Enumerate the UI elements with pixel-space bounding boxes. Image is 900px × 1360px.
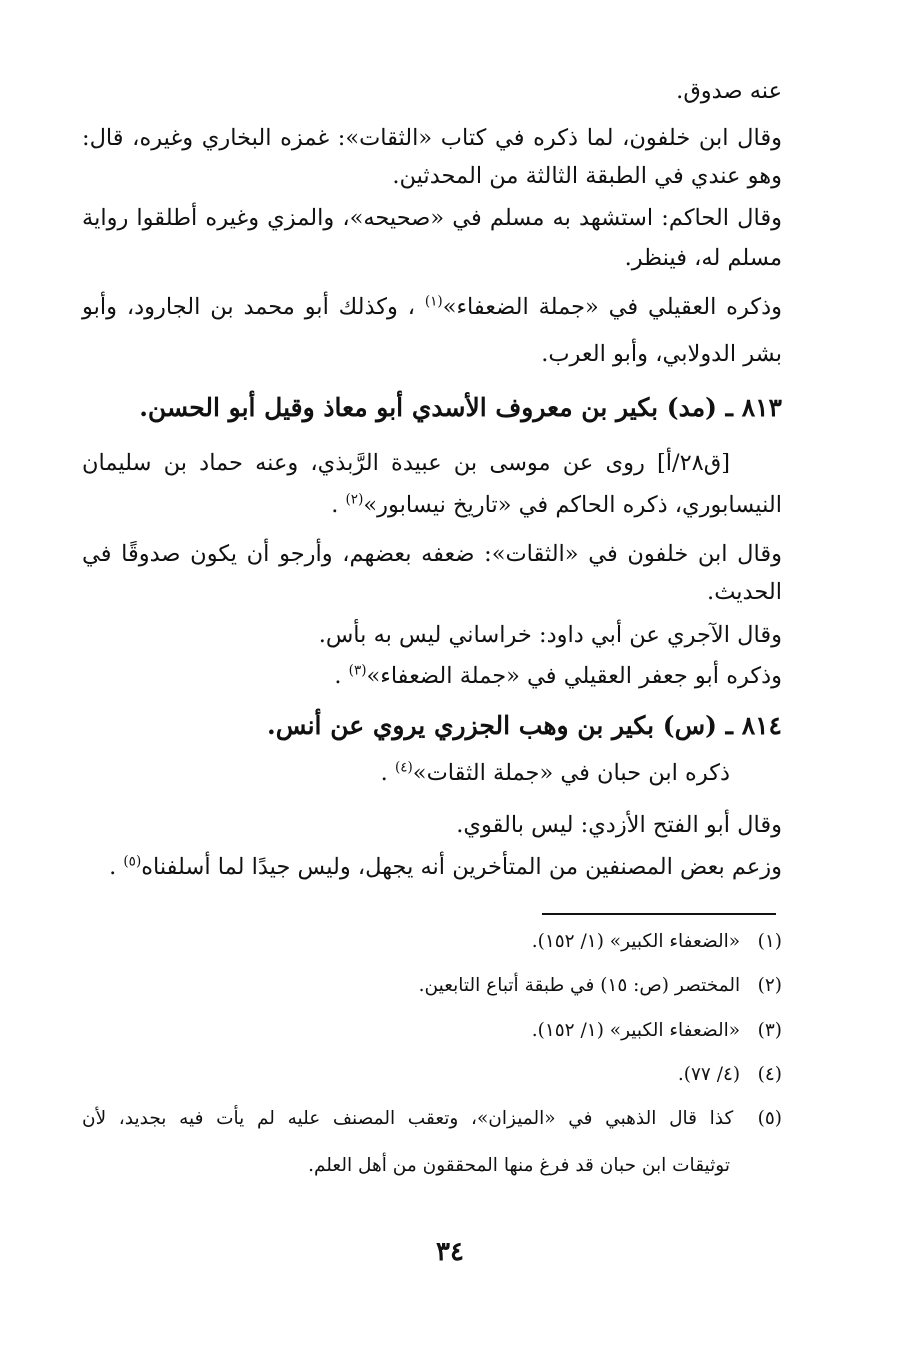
text-segment: وذكره العقيلي في «جملة الضعفاء» (442, 294, 782, 320)
footnote (82, 1066, 782, 1085)
text-line: [ق٢٨/أ] روى عن موسى بن عبيدة الرَّبذي، وعنه حماد بن سليمان (82, 450, 730, 476)
text-line (82, 662, 782, 689)
text-line (82, 853, 782, 880)
footnote-continuation (82, 1157, 730, 1176)
text-line: وقال الآجري عن أبي داود: خراساني ليس به بأس. (318, 622, 782, 648)
footnote-ref[interactable]: (٤) (394, 759, 413, 776)
footnote (82, 1110, 782, 1129)
text-segment: ذكره ابن حبان في «جملة الثقات» (412, 760, 730, 786)
text-line: مسلم له، فينظر. (624, 245, 782, 271)
text-segment: وزعم بعض المصنفين من المتأخرين أنه يجهل، وليس جيدًا لما أسلفناه (141, 854, 782, 880)
footnote-text: «الضعفاء الكبير» (١/ ١٥٢). (531, 1020, 741, 1041)
footnote-ref[interactable]: (١) (424, 293, 443, 310)
footnote-separator (542, 913, 776, 915)
text-line: وقال ابن خلفون، لما ذكره في كتاب «الثقات»: غمزه البخاري وغيره، قال: (82, 125, 782, 151)
footnote-number: (١) (757, 931, 782, 952)
footnote (82, 1022, 782, 1041)
text-segment: . (334, 663, 342, 689)
footnote-ref[interactable]: (٥) (123, 853, 142, 870)
footnote (82, 977, 782, 996)
footnote-number: (٤) (757, 1064, 782, 1085)
text-line: بشر الدولابي، وأبو العرب. (541, 341, 782, 367)
text-line: وقال أبو الفتح الأزدي: ليس بالقوي. (456, 812, 782, 838)
text-line: الحديث. (707, 579, 782, 605)
text-line: وقال ابن خلفون في «الثقات»: ضعفه بعضهم، وأرجو أن يكون صدوقًا في (82, 541, 782, 567)
footnote-text: (٤/ ٧٧). (677, 1064, 741, 1085)
footnote-text: كذا قال الذهبي في «الميزان»، وتعقب المصنف عليه لم يأت فيه بجديد، لأن (82, 1108, 734, 1129)
text-segment: النيسابوري، ذكره الحاكم في «تاريخ نيسابور» (363, 492, 782, 518)
text-line (82, 759, 730, 786)
footnote-number: (٣) (757, 1020, 782, 1041)
page-number: ٣٤ (436, 1237, 464, 1267)
footnote-ref[interactable]: (٢) (345, 491, 364, 508)
text-segment: ، وكذلك أبو محمد بن الجارود، وأبو (82, 294, 415, 320)
text-line: عنه صدوق. (676, 78, 782, 104)
footnote (82, 933, 782, 952)
text-segment: . (331, 492, 339, 518)
footnote-text: «الضعفاء الكبير» (١/ ١٥٢). (531, 931, 741, 952)
entry-heading-814: ٨١٤ ـ (س) بكير بن وهب الجزري يروي عن أنس. (267, 711, 782, 740)
text-segment: . (109, 854, 117, 880)
entry-heading-813: ٨١٣ ـ (مد) بكير بن معروف الأسدي أبو معاذ وقيل أبو الحسن. (139, 393, 782, 422)
footnote-ref[interactable]: (٣) (348, 662, 367, 679)
footnote-text: توثيقات ابن حبان قد فرغ منها المحققون من أهل العلم. (308, 1155, 730, 1176)
footnote-text: المختصر (ص: ١٥) في طبقة أتباع التابعين. (418, 975, 741, 996)
text-line (82, 491, 782, 518)
text-segment: . (380, 760, 388, 786)
footnote-number: (٢) (757, 975, 782, 996)
text-line: وهو عندي في الطبقة الثالثة من المحدثين. (392, 163, 782, 189)
text-line (82, 293, 782, 320)
footnote-number: (٥) (757, 1108, 782, 1129)
text-segment: وذكره أبو جعفر العقيلي في «جملة الضعفاء» (366, 663, 782, 689)
text-line: وقال الحاكم: استشهد به مسلم في «صحيحه»، والمزي وغيره أطلقوا رواية (82, 205, 782, 231)
